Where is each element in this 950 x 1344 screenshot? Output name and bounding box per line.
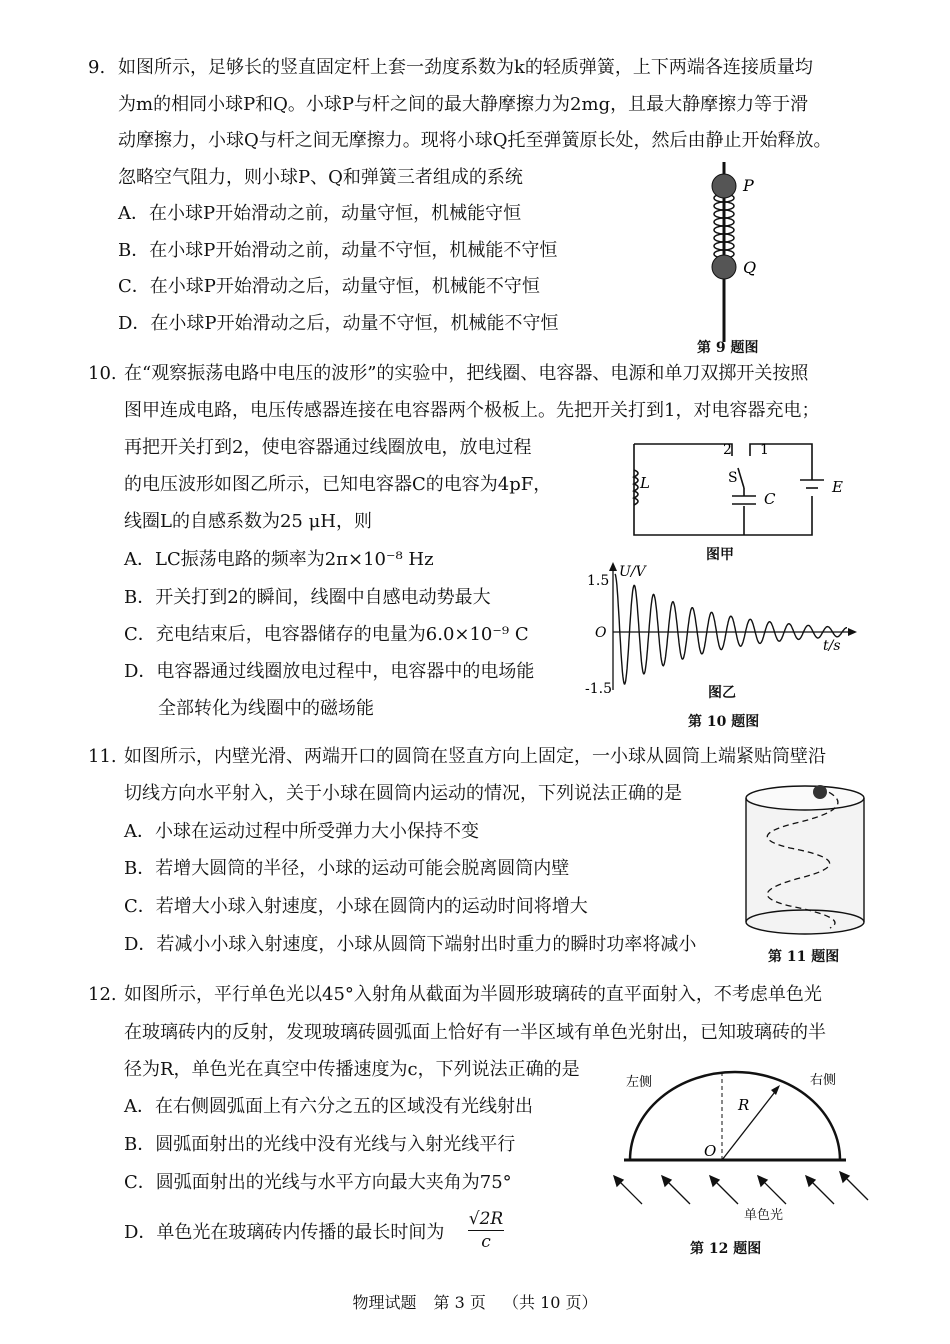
- q10-stem-line-2: 图甲连成电路，电压传感器连接在电容器两个极板上。先把开关打到1，对电容器充电；: [124, 400, 820, 421]
- q11-caption: 第 11 题图: [768, 949, 840, 965]
- label-q: Q: [743, 258, 757, 277]
- origin-label: O: [595, 625, 607, 641]
- q9-stem-line-3: 动摩擦力，小球Q与杆之间无摩擦力。现将小球Q托至弹簧原长处，然后由静止开始释放。: [118, 130, 832, 151]
- q10-number: 10.: [88, 363, 117, 384]
- voltage-curve: [615, 574, 847, 684]
- ball: [813, 785, 827, 799]
- q12-option-c: C．圆弧面射出的光线与水平方向最大夹角为75°: [124, 1172, 512, 1193]
- fraction-numerator: √2R: [468, 1209, 504, 1229]
- q12-light-label: 单色光: [744, 1208, 784, 1223]
- y-tick-top: 1.5: [587, 573, 610, 589]
- q11-option-d: D．若减小小球入射速度，小球从圆筒下端射出时重力的瞬时功率将减小: [124, 934, 697, 955]
- q9-stem-line-1: 如图所示，足够长的竖直固定杆上套一劲度系数为k的轻质弹簧，上下两端各连接质量均: [118, 57, 813, 78]
- q12-stem-line-1: 如图所示，平行单色光以45°入射角从截面为半圆形玻璃砖的直平面射入，不考虑单色光: [124, 984, 822, 1005]
- q12-stem-line-3: 径为R，单色光在真空中传播速度为c，下列说法正确的是: [124, 1059, 580, 1080]
- q11-option-c: C．若增大小球入射速度，小球在圆筒内的运动时间将增大: [124, 896, 588, 917]
- x-axis-label: t/s: [823, 638, 841, 654]
- ball-q: [712, 255, 736, 279]
- q11-option-b: B．若增大圆筒的半径，小球的运动可能会脱离圆筒内壁: [124, 858, 570, 879]
- footer-page: 第 3 页: [433, 1293, 486, 1312]
- q12-figure: [610, 1060, 870, 1212]
- q9-option-b: B．在小球P开始滑动之前，动量不守恒，机械能不守恒: [118, 240, 558, 261]
- q11-option-a: A．小球在运动过程中所受弹力大小保持不变: [124, 821, 479, 842]
- q10-circuit: [620, 438, 860, 538]
- q9-option-c: C．在小球P开始滑动之后，动量守恒，机械能不守恒: [118, 276, 540, 297]
- q12-option-a: A．在右侧圆弧面上有六分之五的区域没有光线射出: [124, 1096, 533, 1117]
- q9-figure: [690, 160, 780, 360]
- q10-option-b: B．开关打到2的瞬间，线圈中自感电动势最大: [124, 587, 491, 608]
- q10-stem-line-4: 的电压波形如图乙所示，已知电容器C的电容为4pF，: [124, 474, 552, 495]
- q10-circuit-caption: 图甲: [706, 547, 734, 563]
- q9-number: 9.: [88, 57, 106, 78]
- q11-number: 11.: [88, 746, 117, 767]
- page-footer: [0, 1290, 950, 1313]
- label-1: 1: [760, 442, 769, 458]
- label-p: P: [743, 176, 754, 195]
- y-tick-bottom: -1.5: [585, 681, 612, 694]
- q10-option-d-cont: 全部转化为线圈中的磁场能: [158, 698, 374, 719]
- q10-chart-caption: 图乙: [708, 685, 736, 701]
- label-right: 右侧: [810, 1073, 837, 1088]
- q10-option-a: A．LC振荡电路的频率为2π×10⁻⁸ Hz: [124, 549, 434, 570]
- ball-p: [712, 174, 736, 198]
- q12-caption: 第 12 题图: [690, 1241, 762, 1257]
- q10-stem-line-1: 在“观察振荡电路中电压的波形”的实验中，把线圈、电容器、电源和单刀双掷开关按照: [124, 363, 809, 384]
- label-2: 2: [723, 442, 732, 458]
- q11-cylinder: [740, 782, 870, 944]
- q9-option-a: A．在小球P开始滑动之前，动量守恒，机械能守恒: [118, 203, 522, 224]
- q12-option-d-fraction: [468, 1208, 504, 1253]
- label-l: L: [640, 474, 650, 492]
- y-axis-label: U/V: [619, 564, 646, 580]
- label-left: 左侧: [626, 1075, 653, 1090]
- semicircle-arc: [630, 1072, 840, 1160]
- q9-stem-line-2: 为m的相同小球P和Q。小球P与杆之间的最大静摩擦力为2mg，且最大静摩擦力等于滑: [118, 94, 809, 115]
- x-axis-arrow: [848, 628, 857, 636]
- q10-figure-caption: 第 10 题图: [688, 714, 760, 730]
- radius-line: [722, 1088, 778, 1160]
- q12-option-b: B．圆弧面射出的光线中没有光线与入射光线平行: [124, 1134, 516, 1155]
- incident-rays: [614, 1172, 868, 1204]
- footer-total: （共 10 页）: [503, 1293, 598, 1312]
- y-axis-arrow: [609, 562, 617, 571]
- q9-option-d: D．在小球P开始滑动之后，动量不守恒，机械能不守恒: [118, 313, 559, 334]
- q9-stem-line-4: 忽略空气阻力，则小球P、Q和弹簧三者组成的系统: [118, 167, 523, 188]
- label-e: E: [832, 478, 843, 496]
- q12-stem-line-2: 在玻璃砖内的反射，发现玻璃砖圆弧面上恰好有一半区域有单色光射出，已知玻璃砖的半: [124, 1022, 826, 1043]
- q10-stem-line-5: 线圈L的自感系数为25 μH，则: [124, 511, 372, 532]
- q10-option-c: C．充电结束后，电容器储存的电量为6.0×10⁻⁹ C: [124, 624, 529, 645]
- q12-option-d: D．单色光在玻璃砖内传播的最长时间为: [124, 1222, 445, 1243]
- footer-subject: 物理试题: [352, 1293, 417, 1312]
- q12-number: 12.: [88, 984, 117, 1005]
- q11-stem-line-2: 切线方向水平射入，关于小球在圆筒内运动的情况，下列说法正确的是: [124, 783, 682, 804]
- q10-voltage-chart: [585, 562, 860, 694]
- fraction-denominator: c: [481, 1232, 491, 1252]
- label-r: R: [738, 1096, 750, 1114]
- q10-option-d: D．电容器通过线圈放电过程中，电容器中的电场能: [124, 661, 535, 682]
- label-o: O: [704, 1142, 717, 1160]
- q11-stem-line-1: 如图所示，内壁光滑、两端开口的圆筒在竖直方向上固定，一小球从圆筒上端紧贴筒壁沿: [124, 746, 826, 767]
- label-s: S: [728, 470, 738, 486]
- label-c: C: [764, 490, 776, 508]
- q9-caption: 第 9 题图: [697, 340, 759, 356]
- q10-stem-line-3: 再把开关打到2，使电容器通过线圈放电，放电过程: [124, 437, 532, 458]
